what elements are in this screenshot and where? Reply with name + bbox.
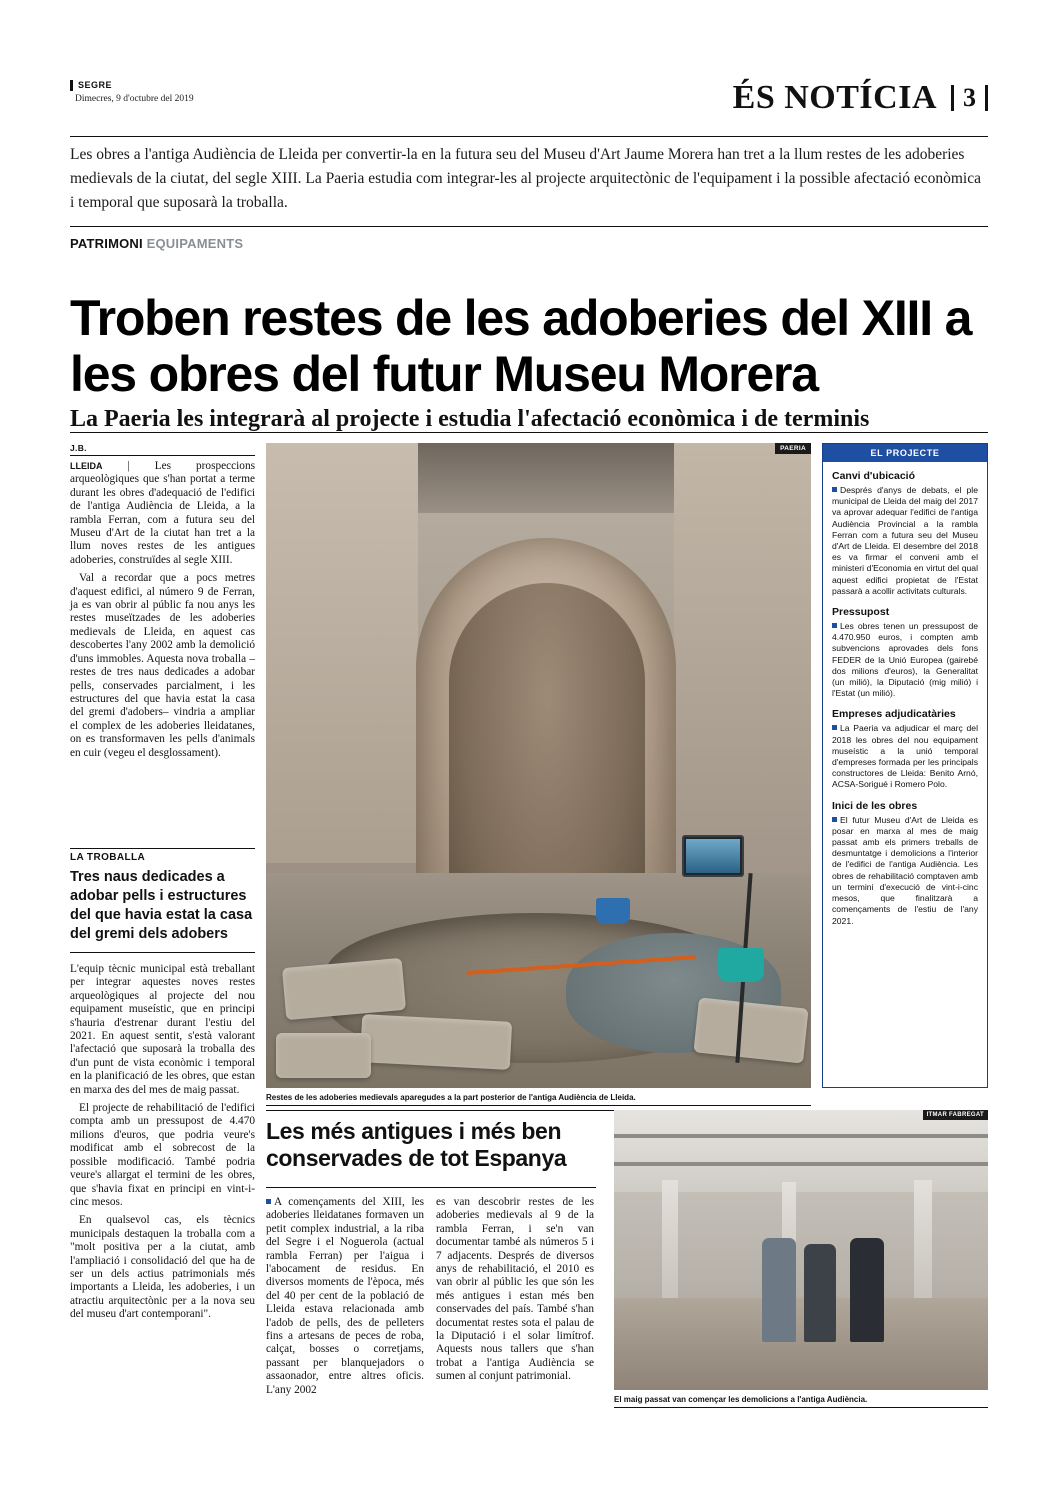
- divider-top: [70, 136, 988, 137]
- article-paragraph: El projecte de rehabilitació de l'edifici compta amb un pressupost de 4.470 milions d'euros, que podria veure's modificat amb el sobrecost de la possible modificació. També podria veure's allargat el termini de les obres, que s'havia fixat en principi en vint-i-cinc mesos.: [70, 1102, 255, 1208]
- sidebar-block-body: El futur Museu d'Art de Lleida es posar en marxa al mes de maig passat amb els primers treballs de desmuntatge i demolicions a l'interior de l'edifici de l'antiga Audiència. Les obres de rehabilitació comptaven amb un termini d'execució de vint-i-cinc mesos, que finalitzarà a començaments de l'estiu de l'any 2021.: [832, 814, 978, 926]
- sidebar-block-body: Les obres tenen un pressupost de 4.470.950 euros, i compten amb subvencions aprovades dels fons FEDER de la Unió Europea (gairebé dos milions d'euros), la Generalitat (un milió), la Diputació (mig milió) i l'Estat (un milió).: [832, 621, 978, 699]
- photo-bucket-shape: [596, 898, 630, 924]
- rule-right-icon: [985, 85, 988, 111]
- article-column-1-continued: [70, 963, 255, 1327]
- bullet-square-icon: [832, 817, 837, 822]
- bullet-square-icon: [832, 487, 837, 492]
- masthead-right: [733, 80, 988, 116]
- masthead: [70, 80, 988, 130]
- low-photo-floor-shape: [614, 1298, 988, 1390]
- divider-pullquote-top: [70, 848, 255, 849]
- divider-byline: [70, 455, 255, 456]
- subheadline: La Paeria les integrarà al projecte i estudia l'afectació econòmica i de terminis: [70, 405, 870, 432]
- main-photo-credit: PAERIA: [775, 443, 811, 454]
- photo-stone-shape: [360, 1014, 512, 1070]
- bullet-square-icon: [832, 725, 837, 730]
- kicker-secondary: EQUIPAMENTS: [146, 236, 244, 251]
- dateline: LLEIDA: [70, 461, 103, 471]
- pullquote-text: Tres naus dedicades a adobar pells i estructures del que havia estat la casa del gremi dels adobers: [70, 869, 253, 942]
- photo-stone-shape: [693, 997, 808, 1063]
- page-number: 3: [963, 83, 976, 112]
- rule-left-icon: [951, 85, 954, 111]
- feature-paragraph: [266, 1196, 424, 1397]
- low-photo-column-shape: [914, 1180, 932, 1302]
- divider-pullquote-bottom: [70, 952, 255, 953]
- standfirst: Les obres a l'antiga Audiència de Lleida per convertir-la en la futura seu del Museu d'Art Jaume Morera han tret a la llum restes de les adoberies medievals de la ciutat, del segle XIII. La Paeria estudia com integrar-les al projecte arquitectònic de l'equipament i la possible afectació econòmica i temporal que suposarà la troballa.: [70, 146, 981, 211]
- article-column-1: [70, 460, 255, 765]
- sidebar-block-heading: Pressupost: [832, 606, 890, 619]
- low-photo-person-shape: [762, 1238, 796, 1342]
- divider-main-caption: [266, 1105, 811, 1106]
- feature-title: Les més antigues i més ben conservades de tot Espanya: [266, 1118, 567, 1171]
- feature-paragraph: es van descobrir restes de les adoberies medievals al 9 de la rambla Ferran, i se'n van documentar també als números 5 i 7 adjacents. Després de diversos anys de rehabilitació, el 2010 es van obrir al públic les que són les més antigues i estan més ben conservades del país. També s'han documentat restes sota el palau de la Diputació i el solar limítrof. Aquests nous tallers que s'han trobat a l'antiga Audiència se sumen al conjunt patrimonial.: [436, 1196, 594, 1383]
- low-photo-beam-shape: [614, 1162, 988, 1166]
- divider-headline: [70, 432, 988, 433]
- sidebar-block-text: [832, 485, 978, 597]
- bullet-square-icon: [266, 1199, 271, 1204]
- sidebar-block-heading: Empreses adjudicatàries: [832, 708, 956, 721]
- secondary-photo-caption: El maig passat van començar les demolicions a l'antiga Audiència.: [614, 1395, 868, 1404]
- sidebar-block-body: Després d'anys de debats, el ple municipal de Lleida del maig del 2017 va aprovar adequar l'edifici de l'antiga Audiència Provincial a la rambla Ferran com a futura seu del Museu d'Art de Lleida. El desembre del 2018 es va firmar el conveni amb el ministeri d'Economia en virtut del qual aquest edifici propietat de l'Estat passarà a acollir activitats culturals.: [832, 485, 978, 596]
- article-paragraph: En qualsevol cas, els tècnics municipals destaquen la troballa com a "molt positiva per a la ciutat, amb l'ampliació i consolidació del que ha de ser un dels actius patrimonials més importants a Lleida, les adoberies, i un atractiu arquitectònic per a la nova seu del museu d'art contemporani".: [70, 1214, 255, 1321]
- photo-bucket-shape: [718, 948, 764, 982]
- sidebar-block-text: [832, 815, 978, 927]
- sidebar-block-heading: Inici de les obres: [832, 799, 918, 812]
- paragraph-text: Les prospeccions arqueològiques que s'han portat a terme durant les obres d'adequació de l'edifici de l'antiga Audiència de Lleida, a la rambla Ferran, com a futura seu del Museu d'Art de la ciutat han tret a la llum noves restes de les antigues adoberies, construïdes al segle XIII.: [70, 460, 255, 566]
- page-number-group: [951, 85, 988, 111]
- divider-standfirst: [70, 226, 988, 227]
- pullquote-label: LA TROBALLA: [70, 852, 146, 863]
- feature-column-2: [436, 1196, 594, 1389]
- low-photo-column-shape: [662, 1180, 678, 1300]
- photo-left-wall-shape: [266, 443, 418, 863]
- section-title: ÉS NOTÍCIA: [732, 79, 937, 116]
- sidebar-block-text: [832, 723, 978, 790]
- article-paragraph: LLEIDA | Les prospeccions arqueològiques que s'han portat a terme durant les obres d'adequació de l'edifici de l'antiga Audiència de Lleida, a la rambla Ferran, com a futura seu del Museu d'Art de la ciutat han tret a la llum noves restes de les antigues adoberies, construïdes al segle XIII.: [70, 460, 255, 566]
- sidebar-box: [822, 443, 988, 1088]
- article-paragraph: Val a recordar que a pocs metres d'aquest edifici, al número 9 de Ferran, ja es van obrir al públic fa nou anys les restes museïtzades de les adoberies medievals de Lleida, en aquest cas descobertes l'any 2002 amb la demolició d'uns immobles. Aquesta nova troballa –restes de tres naus dedicades a adobar pells, conservades parcialment, i les estructures del que havia estat la casa del gremi d'adobers– vindria a ampliar el complex de les adoberies lleidatanes, on es transformaven les pells d'animals en cuir (vegeu el desglossament).: [70, 572, 255, 759]
- sidebar-block-text: [832, 621, 978, 699]
- sidebar-block-body: La Paeria va adjudicar el març del 2018 les obres del nou equipament museístic a la unió temporal d'empreses formada per les principals constructores de Lleida: Benito Arnó, ACSA-Sorigué i Romero Polo.: [832, 723, 978, 790]
- sidebar-box-body: [823, 462, 987, 942]
- sidebar-box-title: EL PROJECTE: [823, 444, 987, 462]
- secondary-photo-credit: ITMAR FABREGAT: [923, 1110, 988, 1120]
- photo-stone-shape: [276, 1033, 371, 1078]
- divider-feature-title: [266, 1187, 596, 1188]
- photo-stone-shape: [282, 958, 406, 1020]
- byline: J.B.: [70, 443, 87, 453]
- low-photo-person-shape: [850, 1238, 884, 1342]
- feature-column-1: [266, 1196, 424, 1402]
- divider-low-caption: [614, 1407, 988, 1408]
- secondary-photo: [614, 1110, 988, 1390]
- low-photo-person-shape: [804, 1244, 836, 1342]
- sidebar-block-heading: Canvi d'ubicació: [832, 470, 916, 482]
- newspaper-brand: SEGRE: [70, 80, 194, 91]
- headline: Troben restes de les adoberies del XIII a les obres del futur Museu Morera: [70, 289, 972, 402]
- masthead-left: [70, 80, 194, 105]
- issue-date: Dimecres, 9 d'octubre del 2019: [75, 94, 194, 104]
- main-photo: [266, 443, 811, 1088]
- kicker-primary: PATRIMONI: [70, 236, 143, 251]
- main-photo-caption: Restes de les adoberies medievals aparegudes a la part posterior de l'antiga Audiència de Lleida.: [266, 1093, 636, 1102]
- photo-monitor-screen-shape: [686, 839, 740, 873]
- low-photo-beam-shape: [614, 1134, 988, 1138]
- article-paragraph: L'equip tècnic municipal està treballant per integrar aquestes noves restes arqueològiques al projecte del nou equipament museístic, que en principi s'hauria d'estrenar durant l'estiu del 2021. En aquest sentit, s'està valorant l'afectació que suposarà la troballa des d'un punt de vista econòmic i temporal en la planificació de les obres, que estan en marxa des del mes de maig passat.: [70, 963, 255, 1096]
- feature-paragraph-text: A començaments del XIII, les adoberies lleidatanes formaven un petit complex industrial, a la riba del Segre i el Noguerola (actual rambla Ferran) per l'aigua i l'abocament de residus. En diversos moments de l'època, més del 40 per cent de la població de Lleida estava relacionada amb l'adob de pells, des de pelleters fins a artesans de peces de roba, calçat, bosses o corretjams, passant per blanquejadors o assaonador, entre altres oficis. L'any 2002: [266, 1196, 424, 1396]
- kicker: [70, 236, 243, 251]
- bullet-square-icon: [832, 623, 837, 628]
- photo-right-wall-shape: [674, 443, 811, 873]
